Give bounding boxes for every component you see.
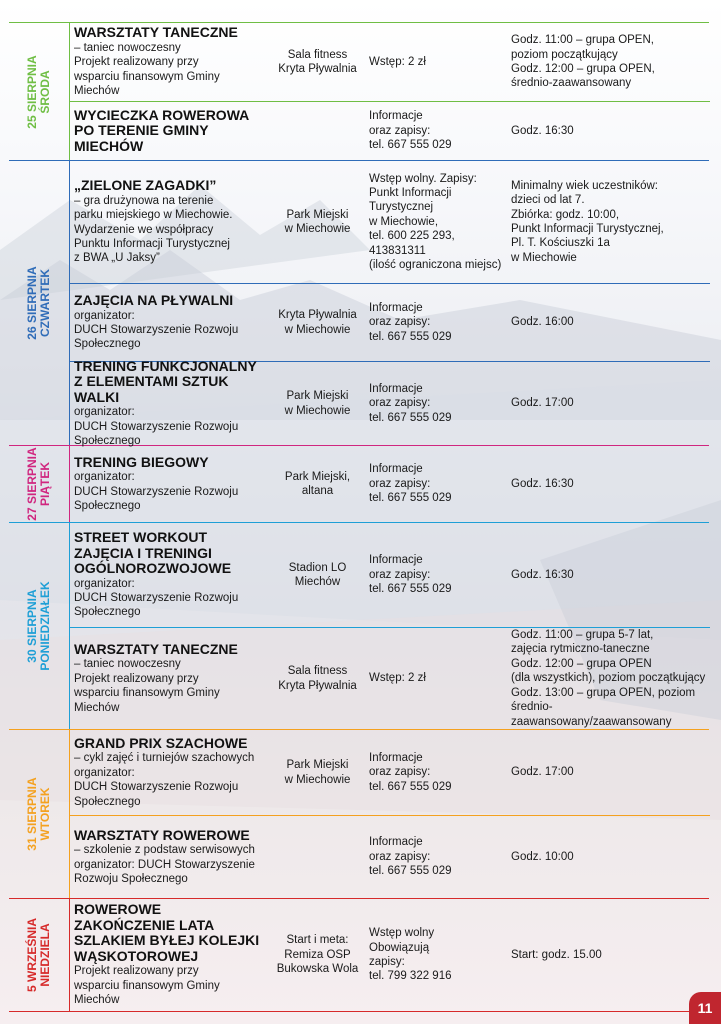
event-info: oraz zapisy:	[369, 850, 431, 863]
event-info-cell	[365, 23, 507, 101]
event-info: tel. 600 225 293,	[369, 230, 455, 243]
event-time: Godz. 11:00 – grupa 5-7 lat,	[511, 629, 654, 642]
event-info-cell	[365, 523, 507, 627]
event-row	[70, 101, 710, 160]
event-title: SZLAKIEM BYŁEJ KOLEJKI	[74, 932, 260, 949]
event-time-cell	[507, 446, 710, 522]
event-info-cell	[365, 161, 507, 283]
event-description: Społecznego	[74, 606, 141, 619]
event-info: oraz zapisy:	[369, 568, 431, 581]
event-description: organizator:	[74, 309, 135, 322]
day-block-d31	[9, 729, 709, 898]
event-description: wsparciu finansowym Gminy	[74, 687, 220, 700]
event-info: Punkt Informacji	[369, 186, 452, 199]
event-info: Wstęp wolny	[369, 927, 435, 940]
event-description-cell	[70, 446, 270, 522]
event-place: Miechów	[294, 576, 341, 588]
event-place: w Miechowie	[284, 773, 351, 786]
event-description: organizator:	[74, 577, 135, 590]
day-block-d30	[9, 522, 709, 729]
event-place: Kryta Pływalnia	[278, 63, 357, 75]
page-number: 11	[689, 992, 721, 1024]
event-description: Miechów	[74, 85, 120, 98]
event-info: tel. 667 555 029	[369, 583, 452, 596]
event-info: Turystycznej	[369, 201, 434, 214]
event-info: Informacje	[369, 382, 423, 395]
event-time-cell	[507, 23, 710, 101]
event-row	[70, 161, 710, 283]
event-description: wsparciu finansowym Gminy	[74, 979, 220, 992]
event-time: dzieci od lat 7.	[511, 194, 585, 207]
event-description: Projekt realizowany przy	[74, 672, 199, 685]
event-info-cell	[365, 362, 507, 445]
day-block-d26	[9, 160, 709, 445]
day-label	[9, 23, 70, 160]
event-place: Park Miejski,	[284, 470, 351, 483]
event-info: oraz zapisy:	[369, 397, 431, 410]
event-info: Obowiązują	[369, 941, 430, 954]
event-info: tel. 667 555 029	[369, 411, 452, 424]
day-label-text	[26, 266, 52, 339]
day-date-month: 30	[25, 649, 39, 663]
event-description: Projekt realizowany przy	[74, 965, 199, 978]
event-description: Wydarzenie we współpracy	[74, 223, 214, 236]
event-title: ZAJĘCIA I TRENINGI	[74, 544, 212, 561]
event-description: organizator:	[74, 766, 135, 779]
event-time: w Miechowie	[511, 251, 577, 264]
event-info: Informacje	[369, 554, 423, 567]
event-row	[70, 283, 710, 361]
day-events	[70, 23, 710, 160]
event-description: DUCH Stowarzyszenie Rozwoju	[74, 781, 239, 794]
event-title: STREET WORKOUT	[74, 529, 207, 546]
event-time: Godz. 16:30	[511, 568, 574, 581]
event-time: Godz. 16:00	[511, 316, 574, 329]
day-events	[70, 446, 710, 522]
event-info: w Miechowie,	[369, 215, 439, 228]
schedule-table	[9, 22, 709, 1012]
event-time-cell	[507, 628, 710, 729]
event-info: Informacje	[369, 463, 423, 476]
event-place-cell	[270, 362, 365, 445]
event-description: Społecznego	[74, 499, 141, 512]
day-weekday: PONIEDZIAŁEK	[38, 581, 52, 671]
event-description: – taniec nowoczesny	[74, 41, 181, 54]
day-month: SIERPNIA	[25, 589, 39, 646]
event-info: zapisy:	[369, 956, 405, 968]
event-place: w Miechowie	[284, 223, 351, 235]
event-description: organizator: DUCH Stowarzyszenie	[74, 858, 255, 871]
event-info: Wstęp: 2 zł	[369, 672, 426, 685]
event-description: DUCH Stowarzyszenie Rozwoju	[74, 485, 239, 498]
event-time-cell	[507, 362, 710, 445]
event-time: średnio-zaawansowany	[511, 77, 632, 90]
event-row	[70, 357, 710, 447]
event-place: Park Miejski	[286, 759, 349, 772]
event-time-cell	[507, 899, 710, 1011]
event-info-cell	[365, 102, 507, 160]
event-time: Godz. 11:00 – grupa OPEN,	[511, 34, 654, 47]
day-date-month: 26	[25, 326, 39, 340]
event-description: DUCH Stowarzyszenie Rozwoju	[74, 592, 239, 605]
event-place: Park Miejski	[286, 208, 349, 221]
event-title: ZAKOŃCZENIE LATA	[74, 916, 215, 933]
event-place: w Miechowie	[284, 323, 351, 336]
event-row	[70, 23, 710, 101]
event-description-cell	[70, 357, 270, 447]
event-info-cell	[365, 816, 507, 898]
event-time: Start: godz. 15.00	[511, 948, 602, 961]
day-label	[9, 446, 70, 522]
event-place: Bukowska Wola	[276, 963, 359, 976]
event-time: Godz. 10:00	[511, 850, 574, 863]
day-label	[9, 161, 70, 445]
event-description: – gra drużynowa na terenie	[74, 194, 214, 207]
event-info: oraz zapisy:	[369, 766, 431, 779]
event-row	[70, 899, 710, 1011]
event-time: poziom początkujący	[511, 48, 618, 61]
event-description: – szkolenie z podstaw serwisowych	[74, 844, 255, 857]
event-place: Remiza OSP	[284, 948, 351, 961]
event-row	[70, 523, 710, 627]
event-description: Miechów	[74, 994, 120, 1007]
event-info: tel. 799 322 916	[369, 970, 452, 983]
event-title: Z ELEMENTAMI SZTUK WALKI	[74, 373, 229, 405]
event-description-cell	[70, 161, 270, 283]
event-info: tel. 667 555 029	[369, 780, 452, 793]
event-info: oraz zapisy:	[369, 316, 431, 329]
event-description-cell	[70, 102, 270, 160]
event-time: (dla wszystkich), poziom początkujący	[511, 672, 706, 685]
event-place: Kryta Pływalnia	[278, 679, 357, 692]
day-label-text	[26, 55, 52, 128]
event-description-cell	[70, 23, 270, 101]
day-block-d25	[9, 22, 709, 160]
event-description: DUCH Stowarzyszenie Rozwoju	[74, 324, 239, 337]
event-title: GRAND PRIX SZACHOWE	[74, 734, 248, 751]
event-title: TRENING FUNKCJONALNY	[74, 357, 257, 374]
event-title: ROWEROWE	[74, 901, 162, 918]
event-description: wsparciu finansowym Gminy	[74, 70, 220, 83]
event-time: Godz. 16:30	[511, 124, 574, 137]
event-description-cell	[70, 523, 270, 627]
day-events	[70, 161, 710, 445]
day-weekday: ŚRODA	[38, 69, 52, 114]
event-place-cell	[270, 730, 365, 815]
day-date-month: 27	[25, 507, 39, 521]
event-title: TRENING BIEGOWY	[74, 453, 209, 470]
event-info-cell	[365, 628, 507, 729]
day-weekday: WTOREK	[38, 787, 52, 841]
day-label-text	[26, 581, 52, 670]
day-month: SIERPNIA	[25, 54, 39, 112]
event-place: Kryta Pływalnia	[278, 309, 357, 322]
event-info: (ilość ograniczona miejsc)	[369, 259, 502, 272]
day-label-text	[26, 918, 52, 992]
day-block-d27	[9, 445, 709, 522]
event-time: Godz. 17:00	[511, 397, 574, 410]
event-place: w Miechowie	[284, 404, 351, 417]
event-place: Start i meta:	[286, 934, 349, 947]
day-weekday: NIEDZIELA	[38, 923, 52, 987]
event-row	[70, 446, 710, 522]
day-events	[70, 899, 710, 1011]
event-title: OGÓLNOROZWOJOWE	[74, 560, 232, 577]
event-info: tel. 667 555 029	[369, 139, 452, 152]
day-month: SIERPNIA	[25, 266, 39, 323]
event-place-cell	[270, 284, 365, 361]
event-info-cell	[365, 284, 507, 361]
day-date-month: 31	[25, 837, 39, 851]
event-time: Godz. 17:00	[511, 766, 574, 779]
event-info-cell	[365, 730, 507, 815]
event-description: DUCH Stowarzyszenie Rozwoju	[74, 420, 239, 433]
event-description: Rozwoju Społecznego	[74, 872, 188, 885]
day-month: SIERPNIA	[25, 777, 39, 834]
day-weekday: PIĄTEK	[38, 461, 52, 507]
event-title: WYCIECZKA ROWEROWA	[74, 106, 250, 123]
event-time: Pl. T. Kościuszki 1a	[511, 237, 610, 250]
day-month: WRZEŚNIA	[25, 917, 39, 982]
day-events	[70, 730, 710, 898]
event-title: WARSZTATY ROWEROWE	[74, 826, 250, 843]
event-description: Społecznego	[74, 795, 141, 808]
event-place-cell	[270, 523, 365, 627]
event-title: WARSZTATY TANECZNE	[74, 640, 238, 657]
event-time-cell	[507, 816, 710, 898]
event-title: PO TERENIE GMINY	[74, 122, 209, 139]
event-description: organizator:	[74, 471, 135, 484]
day-label	[9, 899, 70, 1011]
day-label-text	[26, 447, 52, 520]
day-date-month: 5	[25, 985, 39, 993]
event-time: Zbiórka: godz. 10:00,	[511, 208, 620, 221]
event-place-cell	[270, 161, 365, 283]
event-title: ZAJĘCIA NA PŁYWALNI	[74, 292, 234, 309]
event-place: altana	[301, 485, 334, 497]
event-info-cell	[365, 899, 507, 1011]
event-place-cell	[270, 102, 365, 160]
event-time: Godz. 12:00 – grupa OPEN,	[511, 63, 655, 75]
event-description: Punktu Informacji Turystycznej	[74, 237, 230, 250]
event-title: WĄSKOTOROWEJ	[74, 947, 199, 964]
event-place-cell	[270, 899, 365, 1011]
event-info: 413831311	[369, 244, 426, 257]
event-description-cell	[70, 899, 270, 1011]
event-place-cell	[270, 23, 365, 101]
day-events	[70, 523, 710, 729]
day-label	[9, 523, 70, 729]
day-date-month: 25	[25, 114, 39, 129]
day-block-d5	[9, 898, 709, 1012]
event-description: parku miejskiego w Miechowie.	[74, 209, 233, 222]
event-time: Godz. 16:30	[511, 477, 574, 490]
event-place-cell	[270, 446, 365, 522]
event-title: „ZIELONE ZAGADKI”	[74, 177, 217, 194]
event-time: Godz. 13:00 – grupa OPEN, poziom	[511, 686, 696, 699]
event-description: Społecznego	[74, 338, 141, 351]
event-time: Minimalny wiek uczestników:	[511, 179, 658, 192]
event-time: zajęcia rytmiczno-taneczne	[511, 643, 650, 656]
event-info: tel. 667 555 029	[369, 330, 452, 343]
event-info: tel. 667 555 029	[369, 492, 452, 505]
event-info: Informacje	[369, 110, 423, 123]
event-info: Informacje	[369, 836, 423, 849]
event-time-cell	[507, 523, 710, 627]
event-time-cell	[507, 730, 710, 815]
event-title: MIECHÓW	[74, 137, 144, 154]
event-info: oraz zapisy:	[369, 477, 431, 490]
day-label-text	[26, 777, 52, 850]
event-time-cell	[507, 284, 710, 361]
day-label	[9, 730, 70, 898]
event-info: Wstęp wolny. Zapisy:	[369, 172, 477, 185]
event-place-cell	[270, 816, 365, 898]
event-info: oraz zapisy:	[369, 124, 431, 137]
event-place: Stadion LO	[288, 561, 347, 574]
event-description-cell	[70, 816, 270, 898]
event-description-cell	[70, 628, 270, 729]
event-info-cell	[365, 446, 507, 522]
event-description: – taniec nowoczesny	[74, 658, 181, 671]
event-description-cell	[70, 284, 270, 361]
event-description-cell	[70, 730, 270, 815]
event-row	[70, 815, 710, 898]
event-description: – cykl zajęć i turniejów szachowych	[74, 752, 255, 765]
event-place-cell	[270, 628, 365, 729]
event-place: Sala fitness	[287, 48, 348, 61]
event-time-cell	[507, 161, 710, 283]
event-description: Społecznego	[74, 434, 141, 447]
event-description: organizator:	[74, 406, 135, 419]
event-info: Wstęp: 2 zł	[369, 55, 426, 68]
event-title: WARSZTATY TANECZNE	[74, 24, 238, 41]
event-place: Park Miejski	[286, 390, 349, 403]
event-time: średnio-zaawansowany/zaawansowany	[511, 701, 672, 728]
event-description: Projekt realizowany przy	[74, 56, 199, 69]
event-time-cell	[507, 102, 710, 160]
event-time: Godz. 12:00 – grupa OPEN	[511, 657, 652, 670]
event-row	[70, 627, 710, 729]
event-description: z BWA „U Jaksy”	[74, 252, 160, 265]
event-time: Punkt Informacji Turystycznej,	[511, 223, 664, 235]
event-row	[70, 730, 710, 815]
day-month: SIERPNIA	[25, 447, 39, 504]
day-weekday: CZWARTEK	[38, 269, 52, 338]
event-info: tel. 667 555 029	[369, 865, 452, 878]
event-info: Informacje	[369, 301, 423, 314]
event-info: Informacje	[369, 751, 423, 764]
event-place: Sala fitness	[287, 665, 348, 678]
event-description: Miechów	[74, 701, 120, 714]
